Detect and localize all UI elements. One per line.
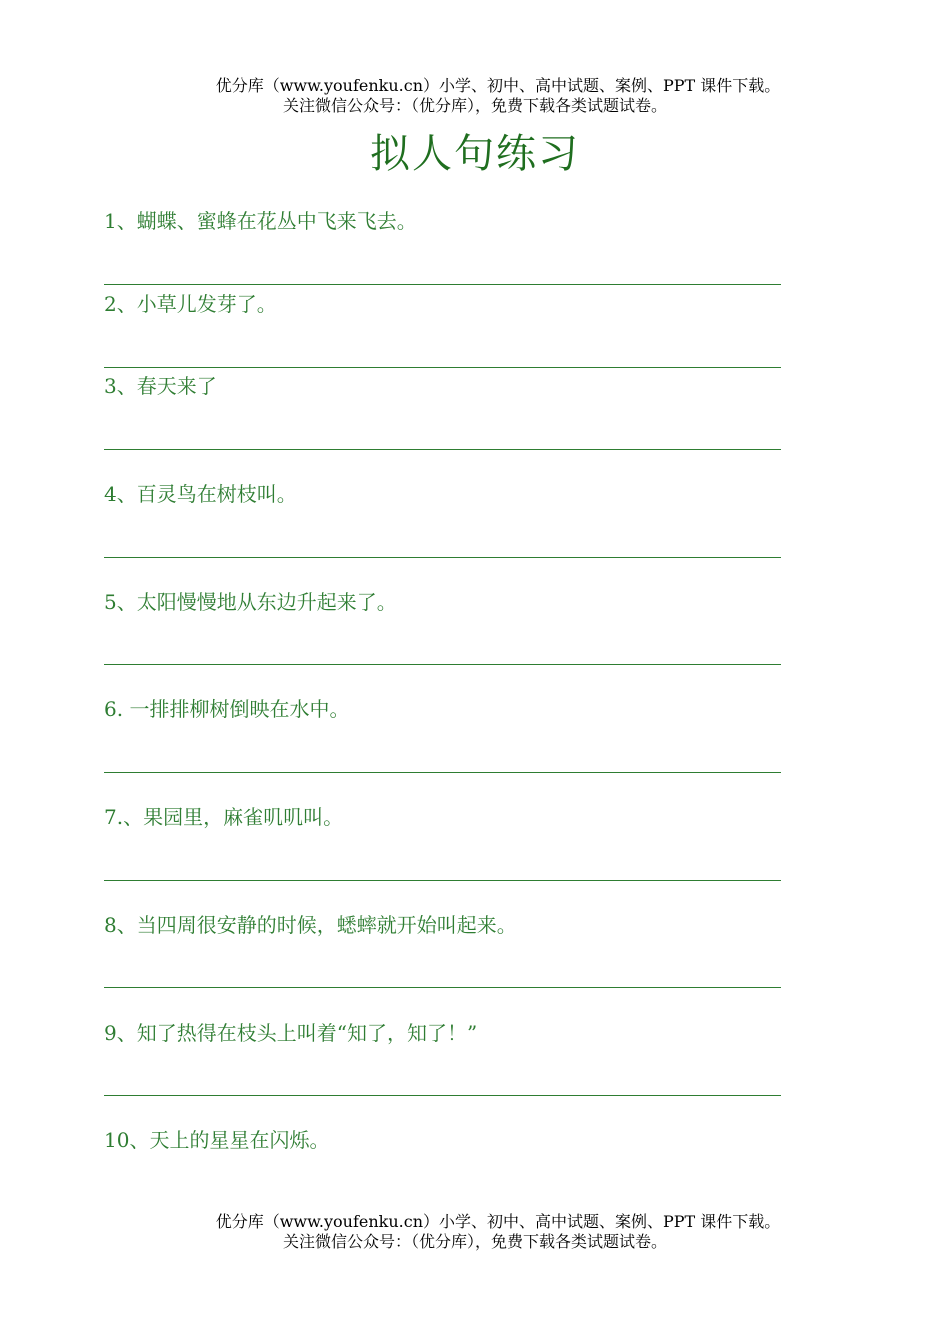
answer-line-1[interactable] — [104, 284, 781, 285]
answer-line-2[interactable] — [104, 367, 781, 368]
answer-line-3[interactable] — [104, 449, 781, 450]
question-4: 4、百灵鸟在树枝叫。 — [104, 482, 297, 506]
question-3: 3、春天来了 — [104, 374, 217, 398]
page-footer — [0, 1212, 950, 1252]
footer-line-1: 优分库（www.youfenku.cn）小学、初中、高中试题、案例、PPT 课件下载。 — [215, 1212, 781, 1231]
question-9: 9、知了热得在枝头上叫着“知了，知了！” — [104, 1021, 478, 1045]
answer-line-7[interactable] — [104, 880, 781, 881]
question-7: 7.、果园里，麻雀叽叽叫。 — [104, 805, 344, 829]
question-2: 2、小草儿发芽了。 — [104, 292, 277, 316]
question-6: 6. 一排排柳树倒映在水中。 — [104, 697, 350, 721]
footer-line-2: 关注微信公众号：（优分库），免费下载各类试题试卷。 — [282, 1232, 667, 1251]
question-10: 10、天上的星星在闪烁。 — [104, 1128, 330, 1152]
answer-line-5[interactable] — [104, 664, 781, 665]
question-8: 8、当四周很安静的时候，蟋蟀就开始叫起来。 — [104, 913, 517, 937]
question-5: 5、太阳慢慢地从东边升起来了。 — [104, 590, 397, 614]
header-line-1: 优分库（www.youfenku.cn）小学、初中、高中试题、案例、PPT 课件下载。 — [215, 76, 781, 95]
page-title: 拟人句练习 — [370, 131, 580, 177]
answer-line-8[interactable] — [104, 987, 781, 988]
header-line-2: 关注微信公众号：（优分库），免费下载各类试题试卷。 — [282, 96, 667, 115]
page-header — [0, 76, 950, 116]
question-1: 1、蝴蝶、蜜蜂在花丛中飞来飞去。 — [104, 209, 417, 233]
answer-line-4[interactable] — [104, 557, 781, 558]
answer-line-6[interactable] — [104, 772, 781, 773]
answer-line-9[interactable] — [104, 1095, 781, 1096]
